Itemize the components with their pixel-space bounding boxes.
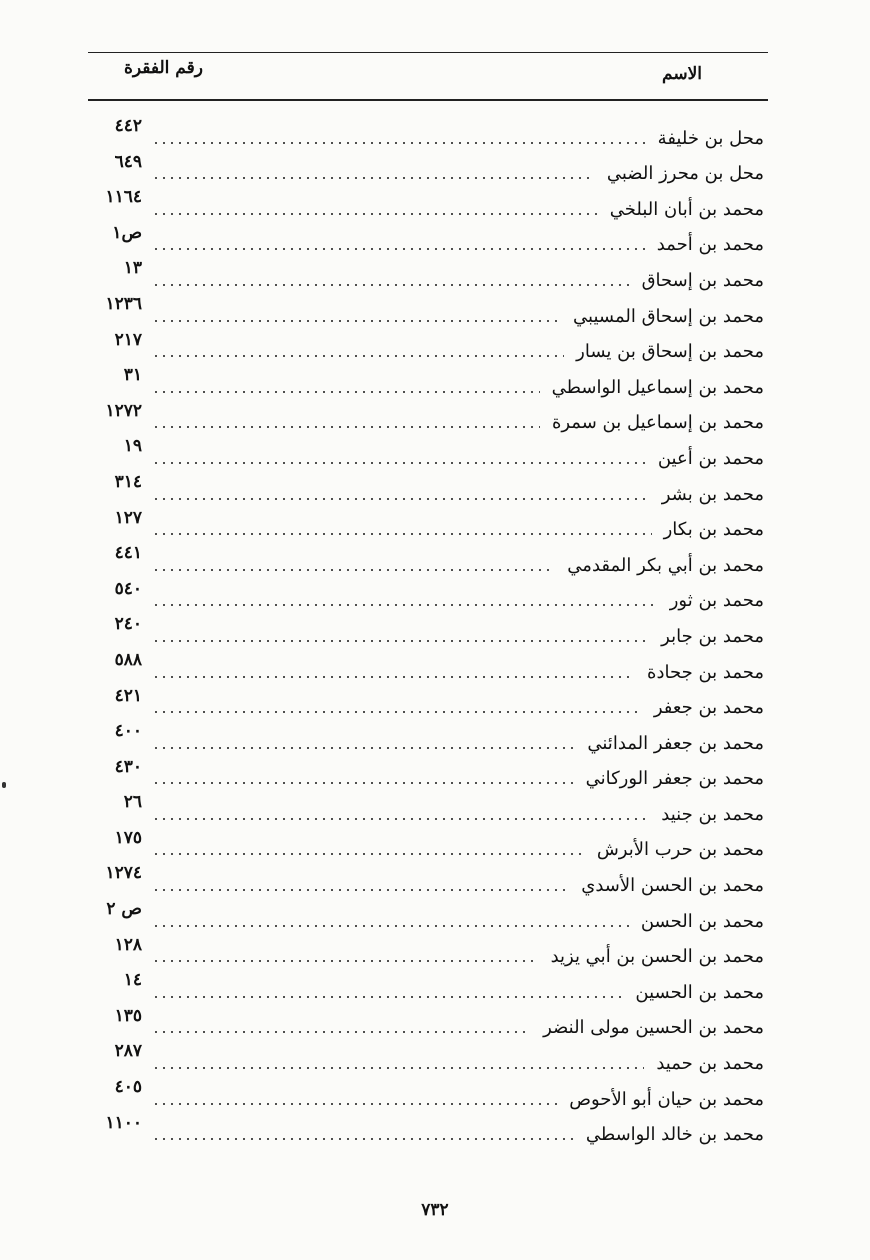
- dot-leader: [152, 462, 646, 464]
- entry-number: ٤٤١: [114, 543, 142, 564]
- index-entry: [80, 614, 770, 650]
- index-entry: [80, 330, 770, 366]
- index-entry: [80, 721, 770, 757]
- dot-leader: [152, 818, 649, 820]
- entry-number: ١٢٨: [114, 934, 142, 955]
- entry-number: ١٢٧٢: [105, 400, 142, 421]
- entry-name: محمد بن جابر: [661, 625, 764, 647]
- index-entry: [80, 258, 770, 294]
- entry-number: ٥٨٨: [114, 649, 142, 670]
- dot-leader: [152, 747, 575, 749]
- index-entry: [80, 686, 770, 722]
- entry-name: محمد بن الحسن: [640, 910, 764, 932]
- entry-number: ١٢٣٦: [105, 293, 142, 314]
- index-entry: [80, 472, 770, 508]
- dot-leader: [152, 213, 598, 215]
- dot-leader: [152, 925, 629, 927]
- index-entry: [80, 757, 770, 793]
- entry-number: ص١: [112, 222, 142, 243]
- dot-leader: [152, 782, 574, 784]
- entry-number: ٢١٧: [114, 329, 142, 350]
- dot-leader: [152, 177, 595, 179]
- entry-number: ص ٢: [106, 899, 142, 920]
- dot-leader: [152, 248, 645, 250]
- index-entry: [80, 1077, 770, 1113]
- entry-name: محمد بن إسحاق بن يسار: [576, 341, 764, 363]
- number-column-header: رقم الفقرة: [124, 58, 203, 78]
- entry-number: ١٣: [123, 258, 142, 279]
- index-entry: [80, 863, 770, 899]
- entry-number: ٤٣٠: [114, 756, 142, 777]
- index-entry: [80, 650, 770, 686]
- index-list: [80, 116, 770, 1148]
- entry-number: ٣١: [123, 365, 142, 386]
- entry-name: محمد بن إسماعيل بن سمرة: [551, 412, 764, 434]
- dot-leader: [152, 498, 650, 500]
- dot-leader: [152, 1031, 531, 1033]
- entry-name: محمد بن جنيد: [661, 803, 764, 825]
- entry-number: ١٧٥: [114, 827, 142, 848]
- entry-name: محمد بن أبي بكر المقدمي: [567, 554, 764, 576]
- dot-leader: [152, 426, 540, 428]
- index-entry: [80, 508, 770, 544]
- entry-number: ٤٢١: [114, 685, 142, 706]
- index-entry: [80, 223, 770, 259]
- dot-leader: [152, 320, 561, 322]
- entry-number: ٣١٤: [114, 471, 142, 492]
- dot-leader: [152, 604, 658, 606]
- entry-name: محمد بن الحسن بن أبي يزيد: [550, 946, 764, 968]
- dot-leader: [152, 355, 564, 357]
- entry-name: محمد بن أحمد: [656, 234, 764, 256]
- entry-name: محمد بن بكار: [663, 519, 764, 541]
- index-entry: [80, 152, 770, 188]
- entry-name: محمد بن ثور: [669, 590, 764, 612]
- index-entry: [80, 970, 770, 1006]
- entry-number: ١٤: [123, 970, 142, 991]
- index-entry: [80, 935, 770, 971]
- entry-number: ٤٠٠: [114, 721, 142, 742]
- entry-number: ١٢٧: [114, 507, 142, 528]
- entry-name: محمد بن حيان أبو الأحوص: [569, 1088, 764, 1110]
- dot-leader: [152, 1067, 644, 1069]
- entry-number: ٤٠٥: [114, 1077, 142, 1098]
- entry-number: ١١٠٠: [105, 1112, 142, 1133]
- index-entry: [80, 401, 770, 437]
- entry-name: محمد بن جعفر المدائني: [587, 732, 764, 754]
- entry-number: ١٩: [123, 436, 142, 457]
- entry-number: ٤٤٢: [114, 116, 142, 136]
- dot-leader: [152, 676, 635, 678]
- index-entry: [80, 828, 770, 864]
- entry-name: محمد بن خالد الواسطي: [585, 1124, 764, 1146]
- entry-name: محمد بن بشر: [661, 483, 764, 505]
- entry-name: محل بن محرز الضبي: [606, 163, 764, 185]
- entry-number: ٢٨٧: [114, 1041, 142, 1062]
- margin-mark: [2, 782, 6, 788]
- entry-name: محل بن خليفة: [657, 127, 764, 149]
- index-entry: [80, 365, 770, 401]
- dot-leader: [152, 996, 623, 998]
- entry-name: محمد بن حميد: [656, 1053, 764, 1075]
- index-entry: [80, 899, 770, 935]
- entry-name: محمد بن جحادة: [647, 661, 764, 683]
- entry-number: ٢٦: [123, 792, 142, 813]
- name-column-header: الاسم: [662, 64, 702, 84]
- dot-leader: [152, 640, 649, 642]
- dot-leader: [152, 391, 540, 393]
- entry-name: محمد بن إسماعيل الواسطي: [551, 376, 764, 398]
- index-entry: [80, 579, 770, 615]
- entry-name: محمد بن إسحاق المسيبي: [573, 305, 764, 327]
- entry-name: محمد بن حرب الأبرش: [596, 839, 764, 861]
- entry-number: ١٢٧٤: [105, 863, 142, 884]
- entry-name: محمد بن الحسن الأسدي: [581, 875, 764, 897]
- index-entry: [80, 116, 770, 152]
- dot-leader: [152, 960, 539, 962]
- dot-leader: [152, 569, 555, 571]
- entry-name: محمد بن أعين: [657, 447, 764, 469]
- entry-name: محمد بن إسحاق: [641, 269, 764, 291]
- dot-leader: [152, 284, 630, 286]
- index-entry: [80, 294, 770, 330]
- entry-name: محمد بن جعفر الوركاني: [585, 768, 764, 790]
- entry-name: محمد بن أبان البلخي: [609, 198, 764, 220]
- entry-name: محمد بن الحسين مولى النضر: [543, 1017, 764, 1039]
- entry-number: ١٣٥: [114, 1005, 142, 1026]
- entry-name: محمد بن الحسين: [635, 981, 764, 1003]
- dot-leader: [152, 1138, 574, 1140]
- dot-leader: [152, 1103, 557, 1105]
- dot-leader: [152, 711, 642, 713]
- index-entry: [80, 187, 770, 223]
- top-rule: [88, 52, 768, 53]
- index-entry: [80, 436, 770, 472]
- entry-number: ٦٤٩: [114, 151, 142, 172]
- dot-leader: [152, 853, 585, 855]
- index-entry: [80, 1113, 770, 1149]
- entry-number: ٢٤٠: [114, 614, 142, 635]
- dot-leader: [152, 142, 646, 144]
- entry-name: محمد بن جعفر: [653, 697, 764, 719]
- entry-number: ٥٤٠: [114, 578, 142, 599]
- dot-leader: [152, 533, 652, 535]
- index-entry: [80, 1006, 770, 1042]
- index-entry: [80, 543, 770, 579]
- entry-number: ١١٦٤: [105, 187, 142, 208]
- index-entry: [80, 1041, 770, 1077]
- page-number: ٧٣٢: [421, 1200, 449, 1220]
- index-entry: [80, 792, 770, 828]
- header-rule: [88, 99, 768, 101]
- dot-leader: [152, 889, 569, 891]
